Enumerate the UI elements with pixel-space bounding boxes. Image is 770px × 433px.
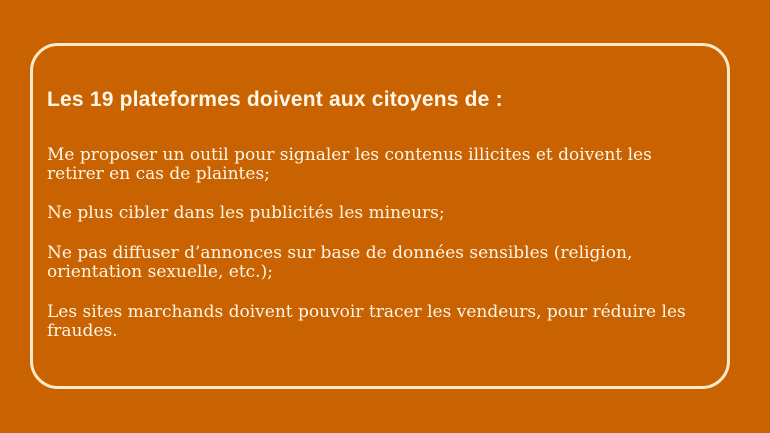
page-title: Les 19 plateformes doivent aux citoyens de : [47, 88, 503, 111]
list-item: Ne plus cibler dans les publicités les mineurs; [47, 203, 445, 223]
list-item: Les sites marchands doivent pouvoir tracer les vendeurs, pour réduire les fraudes. [47, 302, 686, 341]
list-item: Ne pas diffuser d’annonces sur base de données sensibles (religion, orientation sexuelle, etc.); [47, 243, 633, 282]
list-item: Me proposer un outil pour signaler les contenus illicites et doivent les retirer en cas de plaintes; [47, 145, 652, 184]
obligations-list [47, 146, 707, 361]
